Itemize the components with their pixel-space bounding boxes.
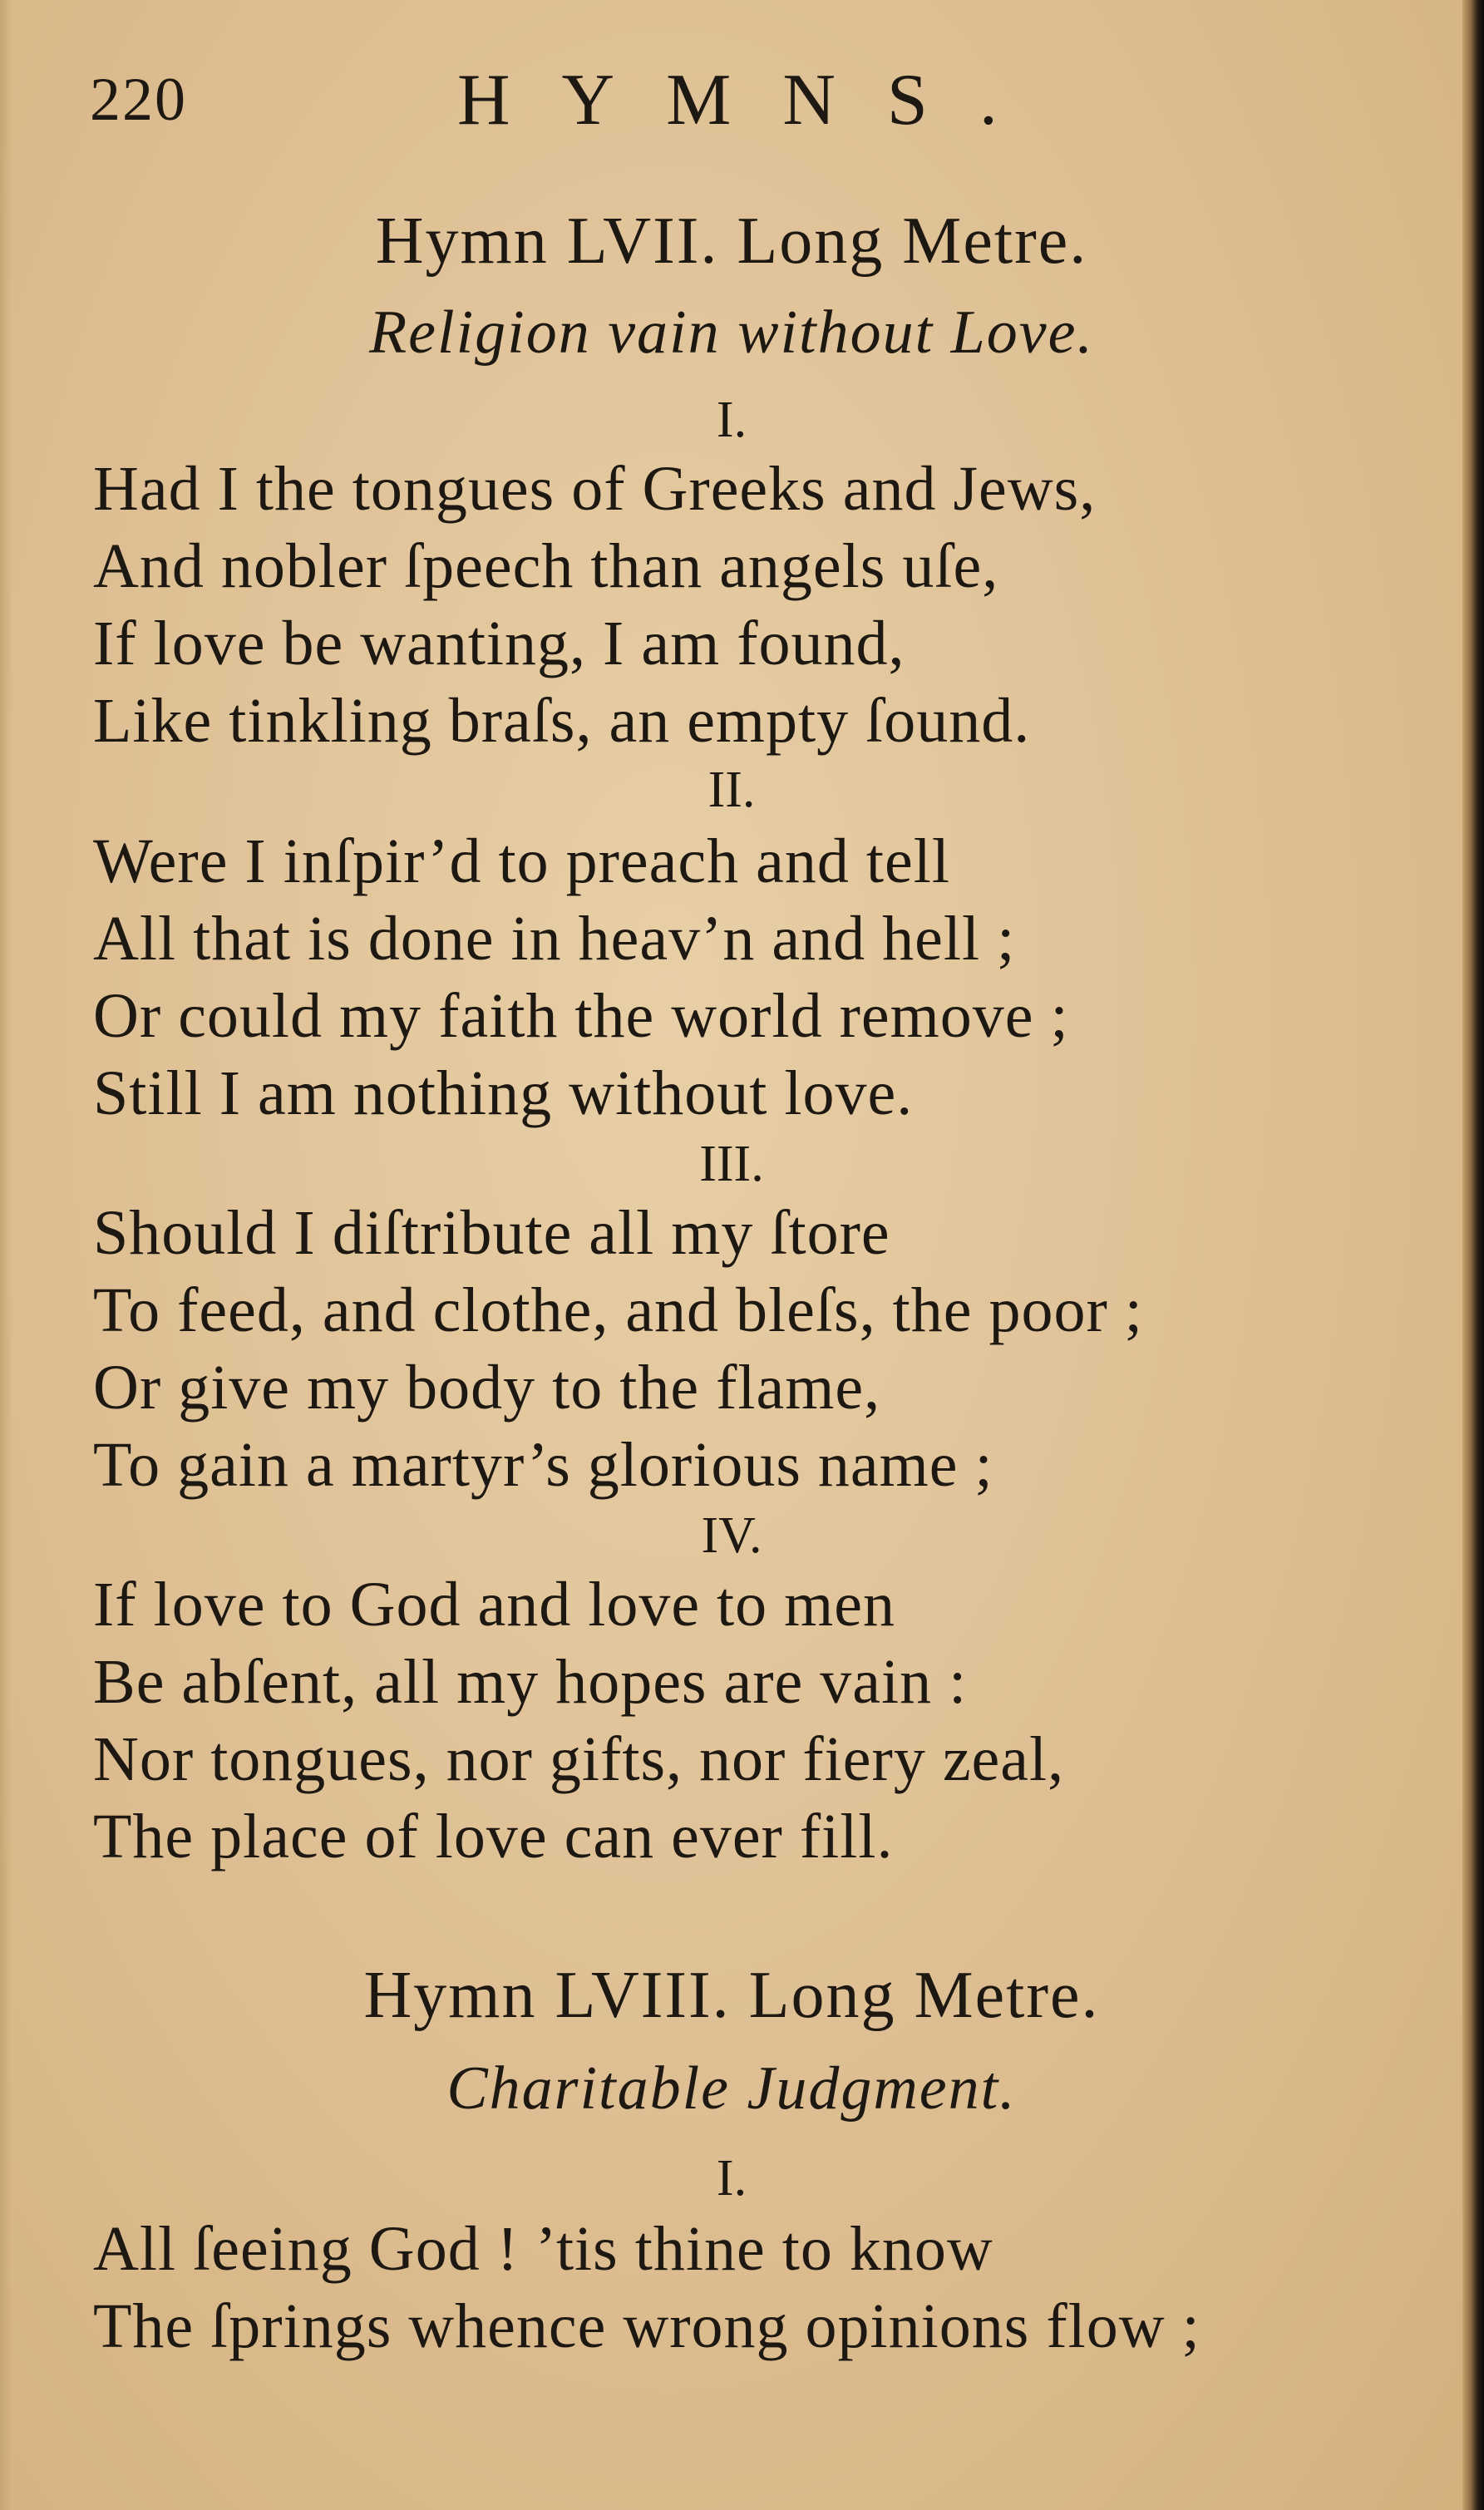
running-head: HYMNS. [457,60,1049,141]
verse-line: Be abſent, all my hopes are vain : [93,1647,968,1717]
verse-line: If love to God and love to men [93,1570,896,1640]
hymn-subtitle: Charitable Judgment. [446,2054,1017,2123]
verse-line: Should I diſtribute all my ſtore [93,1198,890,1268]
hymn-title: Hymn LVIII. Long Metre. [363,1959,1100,2032]
stanza-numeral: II. [707,762,756,818]
page-left-edge [0,0,12,2510]
verse-line: Or could my faith the world remove ; [93,981,1069,1051]
verse-line: All that is done in heav’n and hell ; [93,904,1016,974]
page-right-edge-binding [1462,0,1484,2510]
verse-line: And nobler ſpeech than angels uſe, [93,531,999,601]
page-header [0,58,1463,150]
verse-line: The place of love can ever fill. [93,1802,894,1871]
verse-line: Had I the tongues of Greeks and Jews, [93,454,1097,524]
verse-line: To gain a martyr’s glorious name ; [93,1430,993,1500]
page-number: 220 [90,66,187,134]
hymn-title: Hymn LVII. Long Metre. [375,205,1088,278]
hymn-subtitle: Religion vain without Love. [368,298,1094,367]
verse-line: Were I inſpir’d to preach and tell [93,826,950,896]
verse-line: Like tinkling braſs, an empty ſound. [93,686,1031,756]
stanza-numeral: I. [716,392,747,448]
stanza-numeral: IV. [701,1507,762,1564]
verse-line: The ſprings whence wrong opinions flow ; [93,2291,1201,2361]
verse-line: Still I am nothing without love. [93,1058,914,1128]
verse-line: Nor tongues, nor gifts, nor fiery zeal, [93,1724,1065,1794]
stanza-numeral: I. [716,2150,747,2207]
verse-line: To feed, and clothe, and bleſs, the poor ; [93,1275,1143,1345]
verse-line: If love be wanting, I am found, [93,609,905,678]
stanza-numeral: III. [699,1136,764,1192]
verse-line: All ſeeing God ! ’tis thine to know [93,2214,993,2284]
verse-line: Or give my body to the flame, [93,1353,881,1423]
